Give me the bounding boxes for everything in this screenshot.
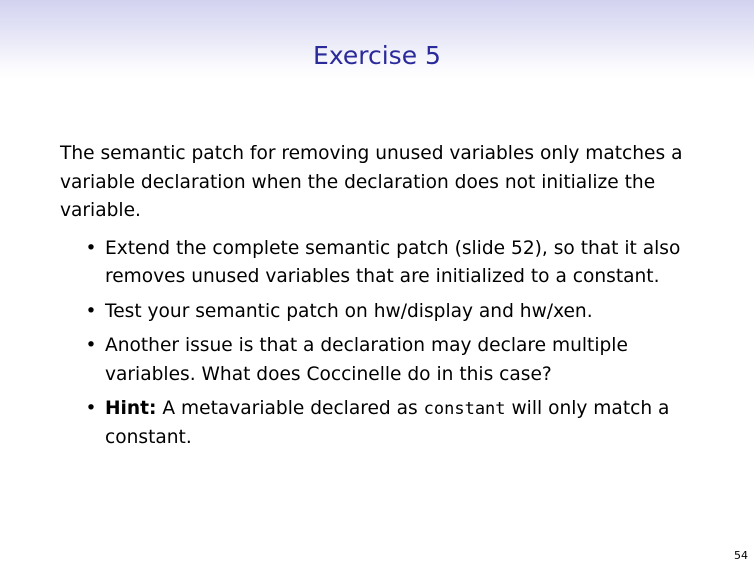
list-item	[60, 235, 720, 292]
slide-body	[60, 140, 720, 458]
hint-text-after: will only match a constant.	[105, 398, 670, 448]
list-item	[60, 298, 720, 327]
bullet-list	[60, 235, 720, 453]
list-item-text: Extend the complete semantic patch (slide 52), so that it also removes unused variables that are initialized to a constant.	[105, 237, 681, 287]
list-item-text: Test your semantic patch on hw/display and hw/xen.	[105, 300, 593, 322]
list-item-text: Another issue is that a declaration may declare multiple variables. What does Coccinelle do in this case?	[105, 335, 628, 385]
intro-paragraph: The semantic patch for removing unused variables only matches a variable declaration when the declaration does not initialize the variable.	[60, 143, 683, 221]
page-number: 54	[734, 549, 748, 562]
hint-code: constant	[423, 399, 506, 419]
hint-text-before: A metavariable declared as	[162, 398, 418, 419]
list-item	[60, 332, 720, 389]
bullet-icon: •	[85, 335, 97, 356]
bullet-icon: •	[85, 237, 97, 259]
slide-title: Exercise 5	[313, 41, 441, 70]
bullet-icon: •	[85, 398, 97, 419]
bullet-icon: •	[85, 300, 97, 322]
hint-label: Hint:	[105, 398, 157, 419]
list-item-hint	[60, 395, 720, 452]
